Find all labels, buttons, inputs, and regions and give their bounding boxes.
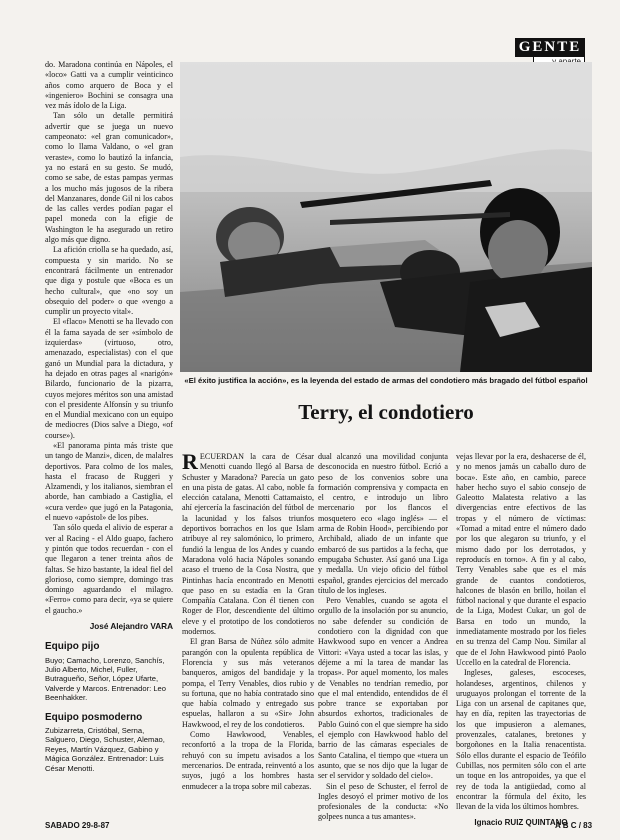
left-paragraph-1: do. Maradona continúa en Nápoles, el «loco» Gatti va a cumplir veinticinco años como arquero de Boca y el «ingeniero» Bochini se consagra una vez más ídolo de la Liga. <box>45 60 173 111</box>
article-paragraph: dual alcanzó una movilidad conjunta desconocida en nuestro fútbol. Ecrió a peso de los convenios sobre una formación comprensiva y compacta en el centro, e introdujo un libro mercenario por los flancos el mosquetero eco «lago inglés» — el arma de Robin Hood», percibiendo por Archibald, aliado de un infante que embarcó de sus partidos a la fecha, que empugaba Schuster. Así ganó una Liga y medalla. Un viejo oficio del fútbol español, grandes ejercicios del mercado título de los ingleses. <box>318 452 448 595</box>
team-box-posmoderno <box>45 713 173 773</box>
team-box-title: Equipo posmoderno <box>45 711 143 723</box>
article-column-2 <box>318 452 448 823</box>
left-paragraph-4: El «flaco» Menotti se ha llevado con él la fama sayada de ser «símbolo de izquierdas» (virtuoso, otro, amenazado, especialistas) con el que ganó un Mundial para la dictadura, y ha dejado en otras pages al «narigón» Bilardo, funcionario de la pizarra, cuyos mejores méritos son una amistad con el presidente Alfonsín y su triunfo en el Mundial mexicano con un equipo de mediocres (Dios salve a Diego, «of course»). <box>45 317 173 440</box>
team-box-title: Equipo pijo <box>45 641 100 653</box>
team-box-text: Buyo; Camacho, Lorenzo, Sanchís, Julio Alberto, Michel, Fuller, Butragueño, Señor, López Ufarte, Valverde y Marcos. Entrenador: Leo Beenhakker. <box>45 655 166 703</box>
photo-caption: «El éxito justifica la acción», es la leyenda del estado de armas del condotiero más bragado del fútbol español <box>184 376 588 385</box>
article-paragraph <box>182 449 314 637</box>
article-column-1 <box>182 449 314 792</box>
left-paragraph-3: La afición criolla se ha quedado, así, compuesta y sin marido. No se encontrará fácilmente un entrenador que diga y postule que «Boca es un hecho cultural», que «no soy un obsequio del poder» o que «vengo a cumplir un proyecto vital». <box>45 245 173 317</box>
left-column <box>45 60 173 773</box>
article-paragraph: Sin el peso de Schuster, el ferrol de Ingles desoyó el primer motivo de los profesionales de la conducta: «No golpees nunca a tus amantes». <box>318 781 448 822</box>
team-box-pijo <box>45 642 173 702</box>
team-box-text: Zubizarreta, Cristóbal, Serna, Salguero, Diego, Schuster, Alemao, Reyes, Martín Vázquez, Gabino y Mágica González. Entrenador: Luis César Menotti. <box>45 725 165 773</box>
article-paragraph-text: ECUERDAN la cara de César Menotti cuando llegó al Barsa de Schuster y Maradona? Parecía un gato en una pista de gatas. Al cabo, noble fa elección catalana, Menotti Cattamaisto, ahí ejercería la fascinación del fútbol de la lacunidad y los falsos triunfos deportivos borrachos en los que Islam atribuye al rey salomónico, lo primero, fundió la lengua de los Andes y cuando Maradona voló hacia Nápoles sonando acaso el trueno de la Cosa Nostra, que Pintinhas hacía encontrado en Menotti que paso en su estadía en la Gran Compañía Catalana. Con él tienen con Roger de Flor, descendiente del último eleve y el prototipo de los condotieros modernos. <box>182 452 314 637</box>
article-column-3 <box>456 452 586 829</box>
left-paragraph-5: «El panorama pinta más triste que un tango de Manzi», dicen, de malalres deportivos. Para colmo de los males, hasta el fracaso de Ruggeri y Alzamendi, y los italianos, siembran el aborde, han cambiado a Castiglia, el «cura verde» que jugó en la Patagonia, el nuevo «apóstol» de los pibes. <box>45 440 173 523</box>
article-paragraph: Ingleses, galeses, escoceses, holandeses, argentinos, chilenos y uruguayos prolongan el torrente de la Liga con un arsenal de capitanes que, hay en día, repiten las trayectorias de los que impusieron a alemanes, provenzales, catalanes, bretones y borgoñones en la Italia renacentista. Sólo ellos durante el espacio de Teófilo Cubillas, nos permiten sólo con el arte un toque en los antropoides, ya que el rey de toda la antigüedad, como al encontrar la fórmula del éxito, les llevan de la vida los últimos hombres. <box>456 668 586 812</box>
section-title: GENTE <box>515 38 585 57</box>
footer-page: A B C / 83 <box>555 821 593 830</box>
left-paragraph-2: Tan sólo un detalle permitirá advertir que se juega un nuevo campeonato: «el gran comunicador», como lo llama Valdano, o «el gran veraste», como lo bautizó la infancia, ya no estará en su gesto. Se mudó, como se sabe, de estas pampas yermas a los mucho más jugosos de la ribera del Manzanares, donde Gil ni los cabos de las calles verdes podían pagar el papel moneda con la efigie de Washington le ha asegurado un retiro algo más que digno. <box>45 111 173 245</box>
article-paragraph: Como Hawkwood, Venables, reconfortó a la tropa de la Florida, rehuyó con su ímpetu avisados a los mercenarios. De entrada, reinventó a los suyos, jugó a los hombres hasta enmudecer a la tropa sobre mil cabezas. <box>182 730 314 791</box>
article-photo <box>180 62 592 372</box>
photo-illustration <box>180 62 592 372</box>
article-headline: Terry, el condotiero <box>298 400 474 424</box>
drop-cap: R <box>182 449 198 474</box>
article-paragraph: vejas llevar por la era, deshacerse de él, y no menos jamás un caballo duro de boca». Este año, en cambio, parece haber hecho suyo el sabio consejo de Galeotto Malatesta relativo a las divergencias entre efectivos de las tropas y el número de víctimas: «Tomad a mitad entre el número dado por los que alegaron su triunfo, y el mismo dado por los derrotados, y reproducís en torno». A fin y al cabo, Terry Venables sabe que es el más grande de cuantos condotieros, halcones de blasón en brillo, hoilan el fútbol nacional y que durante el espacio de la Liga, Modest Cukar, un gol de Barsa en todo un mundo, la inmediatamente mostrado por los fieles en su trenza del Camp Nou. Similar al que de el John Hawkwood pintó Paolo Uccello en la catedral de Florencia. <box>456 452 586 667</box>
article-paragraph: El gran Barsa de Núñez sólo admite parangón con la opulenta república de Florencia y sus más veteranos banqueros, amigos del bandidaje y la pompa, el Terry Venables, dios rubio y su fortuna, que no había contratado sino que había colmado y entregado sus espuelas, hallaron a su «Sir» John Hawkwood, el rey de los condotieros. <box>182 637 314 729</box>
left-byline: José Alejandro VARA <box>89 622 173 632</box>
footer-date: SABADO 29-8-87 <box>45 821 110 830</box>
left-paragraph-6: Tan sólo queda el alivio de esperar a ver al Racing - el Aldo guapo, fachero y pintón que todos recuerdan - con el que llegaron a tener treinta años de faltas. Se hizo bastante, la ideal fiel del glorioso, como siempre, domingo tras domingo aguardando el milagro. «Ferro» como para decir, «ya se quiere el gaucho.» <box>45 523 173 615</box>
article-byline: Ignacio RUIZ QUINTANO <box>474 818 568 828</box>
article-paragraph: Pero Venables, cuando se agota el orgullo de la insolación por su anuncio, no sabe defender su condición de condotiero con la dignidad con que Hawkwood supo en vencer a Andrea Vittori: «Vaya usted a tocar las islas, y déjeme a mí la tarea de mandar las tropas». Por aquel momento, los males de Venables no tendrían remedio, por que el mal entendido, entendidos de él pobre trance se exportaban por absurdos exhortos, tradicionales de Pablo Guinó con el que siempre ha sido el ejemplo con Hawkwood hablo del barrio de las cámaras especiales de Santo Catalina, el tiempo que «tuera un asunto, que se nos dijo que la lugar de ser el servidor y soldado del cielo». <box>318 596 448 781</box>
